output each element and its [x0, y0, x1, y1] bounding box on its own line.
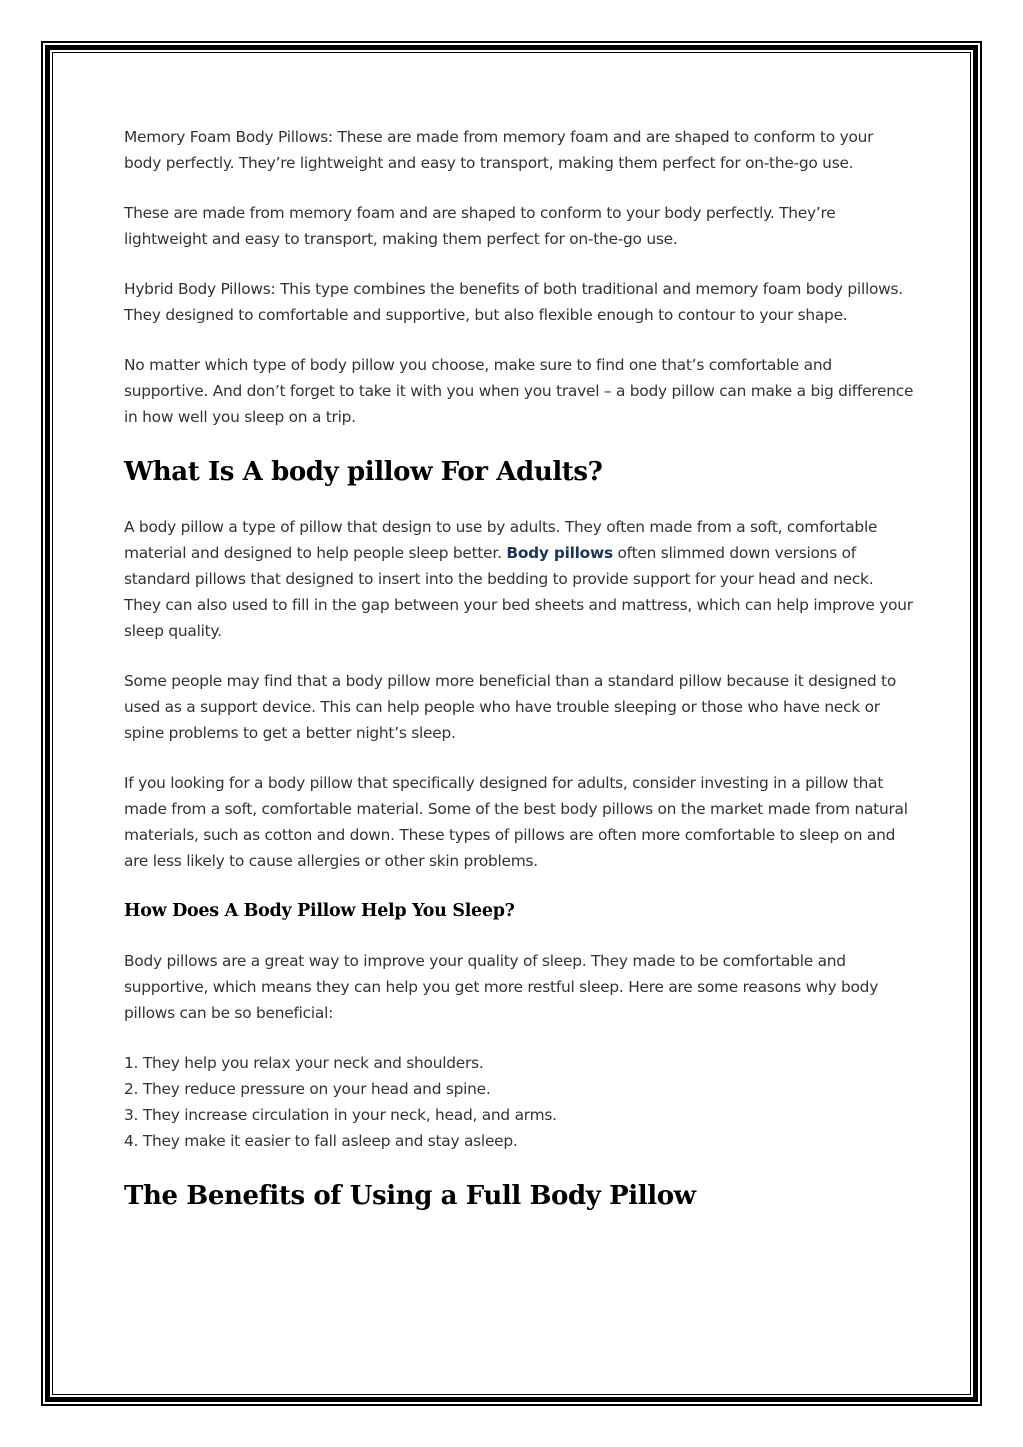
heading-what-is-body-pillow: What Is A body pillow For Adults? — [124, 457, 603, 487]
reasons-list — [124, 1050, 914, 1154]
list-item: 4. They make it easier to fall asleep and stay asleep. — [124, 1132, 518, 1150]
heading-benefits: The Benefits of Using a Full Body Pillow — [124, 1181, 696, 1211]
paragraph-hybrid: Hybrid Body Pillows: This type combines the benefits of both traditional and memory foam body pillows. They designed to comfortable and supportive, but also flexible enough to contour to your shape. — [124, 280, 903, 324]
paragraph-text: A body pillow a type of pillow that design to use by adults. They often made from a soft, comfortable material and designed to help people sleep better. — [124, 518, 878, 562]
list-item: 1. They help you relax your neck and shoulders. — [124, 1054, 484, 1072]
heading-how-help-sleep: How Does A Body Pillow Help You Sleep? — [124, 901, 515, 921]
document-body — [124, 124, 914, 1238]
paragraph-beneficial: Some people may find that a body pillow more beneficial than a standard pillow because it designed to used as a support device. This can help people who have trouble sleeping or those who have neck or spine problems to get a better night’s sleep. — [124, 672, 897, 742]
paragraph-great-way: Body pillows are a great way to improve your quality of sleep. They made to be comfortable and supportive, which means they can help you get more restful sleep. Here are some reasons why body pillows can be so beneficial: — [124, 952, 879, 1022]
list-item: 2. They reduce pressure on your head and spine. — [124, 1080, 491, 1098]
body-pillows-link[interactable]: Body pillows — [506, 544, 613, 562]
list-item: 3. They increase circulation in your neck, head, and arms. — [124, 1106, 557, 1124]
paragraph-memory-foam-repeat: These are made from memory foam and are shaped to conform to your body perfectly. They’re lightweight and easy to transport, making them perfect for on-the-go use. — [124, 204, 836, 248]
paragraph-text: often slimmed down versions of standard pillows that designed to insert into the bedding to provide support for your head and neck. They can also used to fill in the gap between your bed sheets and mattress, which can help improve your sleep quality. — [124, 544, 913, 640]
paragraph-adults-intro — [124, 514, 914, 644]
paragraph-choose: No matter which type of body pillow you choose, make sure to find one that’s comfortable and supportive. And don’t forget to take it with you when you travel – a body pillow can make a big difference in how well you sleep on a trip. — [124, 356, 914, 426]
paragraph-looking-for: If you looking for a body pillow that specifically designed for adults, consider investing in a pillow that made from a soft, comfortable material. Some of the best body pillows on the market made from natural materials, such as cotton and down. These types of pillows are often more comfortable to sleep on and are less likely to cause allergies or other skin problems. — [124, 774, 908, 870]
paragraph-memory-foam: Memory Foam Body Pillows: These are made from memory foam and are shaped to conform to your body perfectly. They’re lightweight and easy to transport, making them perfect for on-the-go use. — [124, 128, 874, 172]
